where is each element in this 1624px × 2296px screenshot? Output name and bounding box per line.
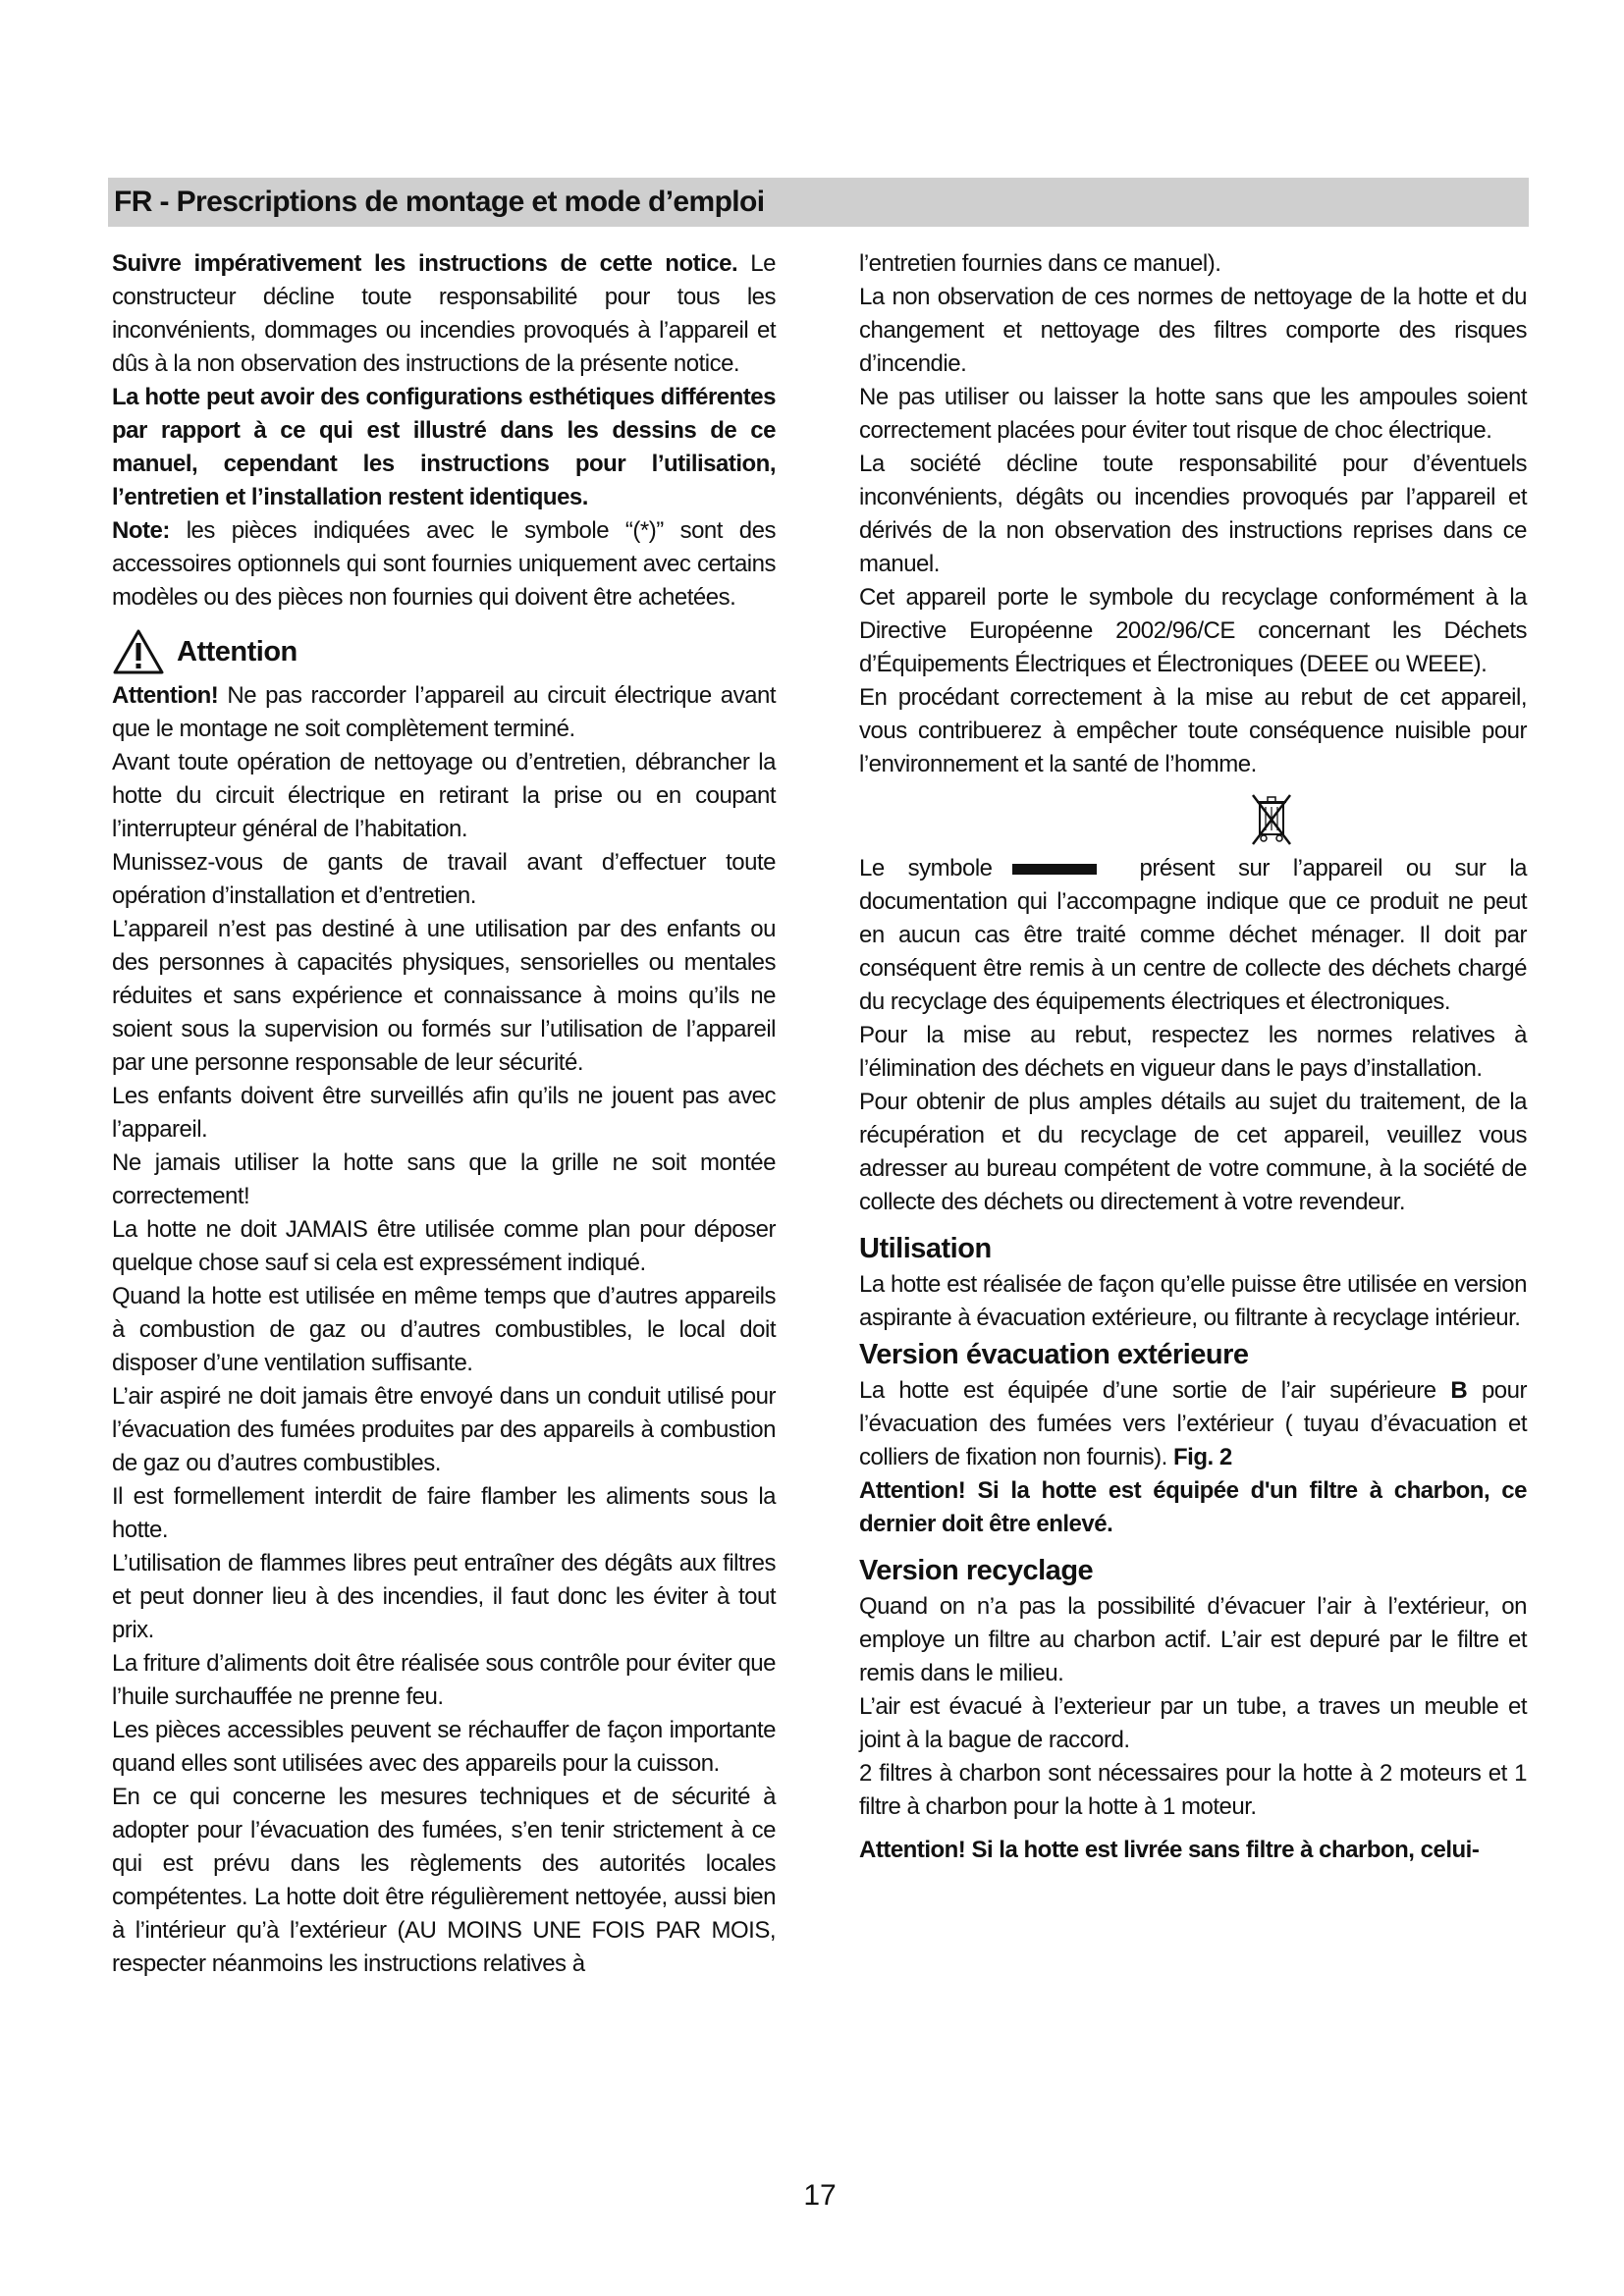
paragraph: Quand la hotte est utilisée en même temps que d’autres appareils à combustion de gaz ou d’autres combustibles, le local doit disposer d’une ventilation suffisante. <box>112 1283 776 1376</box>
spacer <box>859 1219 1527 1229</box>
paragraph: L’utilisation de flammes libres peut entraîner des dégâts aux filtres et peut donner lieu à des incendies, il faut donc les éviter à tout prix. <box>112 1550 776 1643</box>
paragraph: L’air est évacué à l’exterieur par un tube, a traves un meuble et joint à la bague de raccord. <box>859 1693 1527 1753</box>
paragraph: Cet appareil porte le symbole du recyclage conformément à la Directive Européenne 2002/96/CE concernant les Déchets d’Équipements Électriques et Électroniques (DEEE ou WEEE). <box>859 584 1527 677</box>
paragraph: La société décline toute responsabilité pour d’éventuels inconvénients, dégâts ou incendies provoqués par l’appareil et dérivés de la non observation des instructions reprises dans ce manuel. <box>859 451 1527 577</box>
spacer <box>859 1541 1527 1551</box>
page-title: FR - Prescriptions de montage et mode d’emploi <box>114 186 765 218</box>
section-heading-recyclage: Version recyclage <box>859 1555 1094 1586</box>
right-column <box>859 247 1527 1867</box>
section-heading-evacuation: Version évacuation extérieure <box>859 1339 1249 1370</box>
paragraph: Avant toute opération de nettoyage ou d’entretien, débrancher la hotte du circuit électrique en retirant la prise ou en coupant l’interrupteur général de l’habitation. <box>112 749 776 842</box>
paragraph: L’appareil n’est pas destiné à une utilisation par des enfants ou des personnes à capacités physiques, sensorielles ou mentales réduites et sans expérience et connaissance à moins qu’ils ne soient sous la supervision ou formés sur l’utilisation de l’appareil par une personne responsable de leur sécurité. <box>112 916 776 1076</box>
intro-paragraph: Suivre impérativement les instructions de cette notice. Le constructeur décline toute responsabilité pour tous les inconvénients, dommages ou incendies provoqués à l’appareil et dûs à la non observation des instructions de la présente notice. <box>112 250 776 377</box>
paragraph: La hotte est équipée d’une sortie de l’air supérieure B pour l’évacuation des fumées vers l’extérieur ( tuyau d’évacuation et colliers de fixation non fournis). Fig. 2 <box>859 1377 1527 1470</box>
paragraph: Ne jamais utiliser la hotte sans que la grille ne soit montée correctement! <box>112 1149 776 1209</box>
paragraph: La hotte ne doit JAMAIS être utilisée comme plan pour déposer quelque chose sauf si cela est expressément indiqué. <box>112 1216 776 1276</box>
paragraph: Ne pas utiliser ou laisser la hotte sans que les ampoules soient correctement placées pour éviter tout risque de choc électrique. <box>859 384 1527 444</box>
symbol-paragraph: Le symbole présent sur l’appareil ou sur la documentation qui l’accompagne indique que ce produit ne peut en aucun cas être traité comme déchet ménager. Il doit par conséquent être remis à un centre de collecte des déchets chargé du recyclage des équipements électriques et électroniques. <box>859 855 1527 1015</box>
paragraph: Il est formellement interdit de faire flamber les aliments sous la hotte. <box>112 1483 776 1543</box>
paragraph: Les enfants doivent être surveillés afin qu’ils ne jouent pas avec l’appareil. <box>112 1083 776 1143</box>
paragraph: La friture d’aliments doit être réalisée sous contrôle pour éviter que l’huile surchauffée ne prenne feu. <box>112 1650 776 1710</box>
paragraph: Munissez-vous de gants de travail avant d’effectuer toute opération d’installation et d’entretien. <box>112 849 776 909</box>
paragraph: l’entretien fournies dans ce manuel). <box>859 250 1221 277</box>
configuration-note: La hotte peut avoir des configurations esthétiques différentes par rapport à ce qui est illustré dans les dessins de ce manuel, cependant les instructions pour l’utilisation, l’entretien et l’installation restent identiques. <box>112 384 776 510</box>
note-paragraph: Note: les pièces indiquées avec le symbole “(*)” sont des accessoires optionnels qui sont fournies uniquement avec certains modèles ou des pièces non fournies qui doivent être achetées. <box>112 517 776 611</box>
paragraph: Pour obtenir de plus amples détails au sujet du traitement, de la récupération et du recyclage de cet appareil, veuillez vous adresser au bureau compétent de votre commune, à la société de collecte des déchets ou directement à votre revendeur. <box>859 1089 1527 1215</box>
warning-triangle-icon <box>112 628 165 675</box>
paragraph: La non observation de ces normes de nettoyage de la hotte et du changement et nettoyage des filtres comporte des risques d’incendie. <box>859 284 1527 377</box>
paragraph: 2 filtres à charbon sont nécessaires pour la hotte à 2 moteurs et 1 filtre à charbon pour la hotte à 1 moteur. <box>859 1760 1527 1820</box>
paragraph: L’air aspiré ne doit jamais être envoyé dans un conduit utilisé pour l’évacuation des fumées produites par des appareils à combustion de gaz ou d’autres combustibles. <box>112 1383 776 1476</box>
attention-heading <box>112 626 776 677</box>
weee-symbol <box>859 791 1527 852</box>
recyclage-warning: Attention! Si la hotte est livrée sans filtre à charbon, celui- <box>859 1837 1480 1863</box>
spacer <box>859 1824 1527 1834</box>
page-number: 17 <box>803 2179 837 2212</box>
paragraph: En procédant correctement à la mise au rebut de cet appareil, vous contribuerez à empêcher toute conséquence nuisible pour l’environnement et la santé de l’homme. <box>859 684 1527 777</box>
left-column <box>112 247 776 1981</box>
paragraph: Quand on n’a pas la possibilité d’évacuer l’air à l’extérieur, on employe un filtre au charbon actif. L’air est depuré par le filtre et remis dans le milieu. <box>859 1593 1527 1686</box>
black-bar-icon <box>1012 864 1097 875</box>
paragraph: Les pièces accessibles peuvent se réchauffer de façon importante quand elles sont utilisées avec des appareils pour la cuisson. <box>112 1717 776 1777</box>
paragraph: Pour la mise au rebut, respectez les normes relatives à l’élimination des déchets en vigueur dans le pays d’installation. <box>859 1022 1527 1082</box>
section-heading-utilisation: Utilisation <box>859 1233 992 1264</box>
attention-label: Attention <box>177 636 298 667</box>
evacuation-warning: Attention! Si la hotte est équipée d'un filtre à charbon, ce dernier doit être enlevé. <box>859 1477 1527 1537</box>
crossed-out-bin-icon <box>1247 791 1296 848</box>
paragraph: En ce qui concerne les mesures techniques et de sécurité à adopter pour l’évacuation des fumées, s’en tenir strictement à ce qui est prévu dans les règlements des autorités locales compétentes. La hotte doit être régulièrement nettoyée, aussi bien à l’intérieur qu’à l’extérieur (AU MOINS UNE FOIS PAR MOIS, respecter néanmoins les instructions relatives à <box>112 1784 776 1977</box>
paragraph: La hotte est réalisée de façon qu’elle puisse être utilisée en version aspirante à évacuation extérieure, ou filtrante à recyclage intérieur. <box>859 1271 1527 1331</box>
attention-paragraph: Attention! Ne pas raccorder l’appareil au circuit électrique avant que le montage ne soit complètement terminé. <box>112 682 776 742</box>
